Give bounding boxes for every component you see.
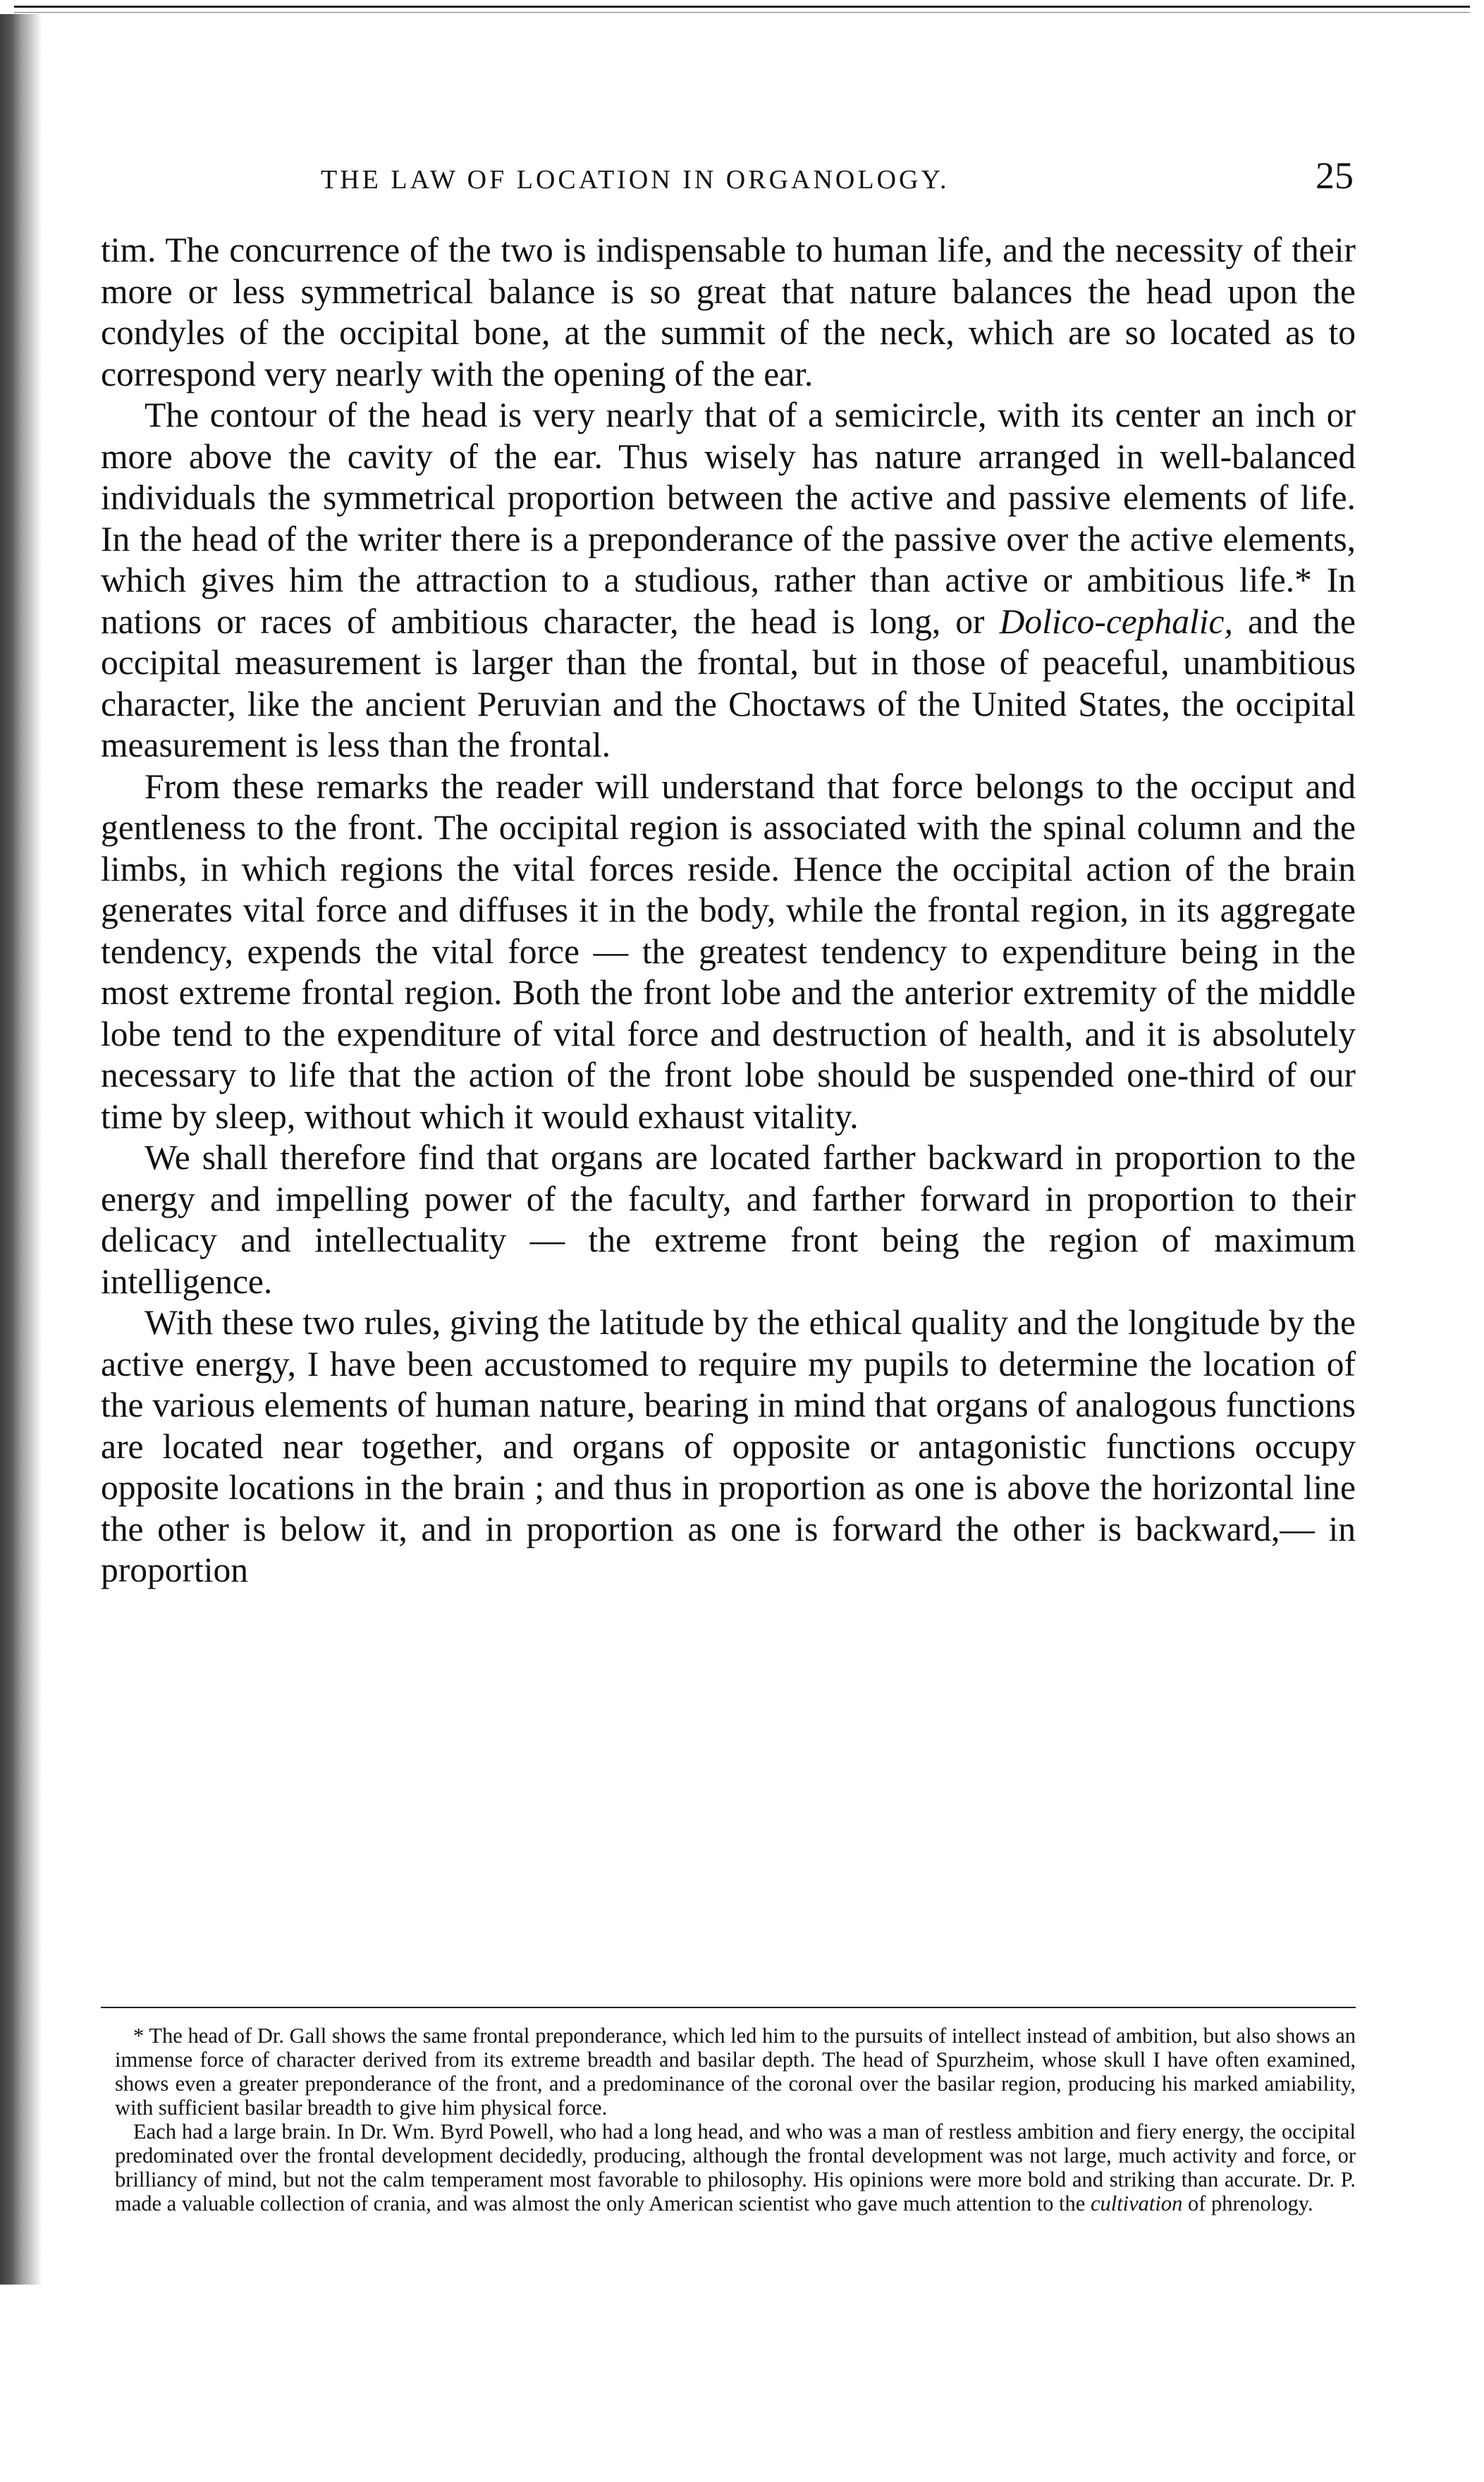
top-border-rule: [14, 6, 1470, 13]
paragraph-head-contour: [101, 395, 1356, 766]
page-number: 25: [1316, 154, 1354, 197]
paragraph-organ-location: We shall therefore find that organs are located farther backward in proportion to the energy and impelling power of the faculty, and farther forward in proportion to their delicacy and intellectuality — the extreme front being the region of maximum intelligence.: [101, 1138, 1356, 1301]
main-text: [101, 230, 1356, 1591]
paragraph-force: From these remarks the reader will understand that force belongs to the occiput and gentleness to the front. The occipital region is associated with the spinal column and the limbs, in which regions the vital forces reside. Hence the occipital action of the brain generates vital force and diffuses it in the body, while the frontal region, in its aggregate tendency, expends the vital force — the greatest tendency to expenditure being in the most extreme frontal region. Both the front lobe and the anterior extremity of the middle lobe tend to the expenditure of vital force and destruction of health, and it is absolutely necessary to life that the action of the front lobe should be suspended one-third of our time by sleep, without which it would exhaust vitality.: [101, 766, 1356, 1136]
running-title: THE LAW OF LOCATION IN ORGANOLOGY.: [321, 165, 950, 195]
running-head: [102, 154, 1354, 199]
footnote-text: Each had a large brain. In Dr. Wm. Byrd Powell, who had a long head, and who was a man of restless ambition and fiery energy, the occipital predominated over the frontal development decidedly, producing, although the frontal development was not large, much activity and force, or brilliancy of mind, but not the calm temperament most favorable to philosophy. His opinions were more bold and striking than accurate. Dr. P. made a valuable collection of crania, and was almost the only American scientist who gave much attention to the: [115, 2120, 1356, 2215]
footnote-text: of phrenology.: [1182, 2191, 1313, 2215]
paragraph-text: The contour of the head is very nearly that of a semicircle, with its center an inch or more above the cavity of the ear. Thus wisely has nature arranged in well-balanced individuals the symmetrical proportion between the active and passive elements of life. In the head of the writer there is a preponderance of the passive over the active elements, which gives him the attraction to a studious, rather than active or ambitious life.* In nations or races of ambitious character, the head is long, or: [101, 396, 1356, 641]
binding-gutter-shadow: [0, 14, 42, 2285]
italic-term: Dolico-cephalic,: [999, 601, 1233, 641]
paragraph-text: and the occipital measurement is larger than the frontal, but in those of peaceful, unambitious character, like the ancient Peruvian and the Choctaws of the United States, the occipital measurement is less than the frontal.: [101, 601, 1356, 764]
paragraph-continued: tim. The concurrence of the two is indispensable to human life, and the necessity of their more or less symmetrical balance is so great that nature balances the head upon the condyles of the occipital bone, at the summit of the neck, which are so located as to correspond very nearly with the opening of the ear.: [101, 231, 1356, 393]
footnote-divider: [101, 2007, 1356, 2008]
paragraph-two-rules: With these two rules, giving the latitude by the ethical quality and the longitude by the active energy, I have been accustomed to require my pupils to determine the location of the various elements of human nature, bearing in mind that organs of analogous functions are located near together, and organs of opposite or antagonistic functions occupy opposite locations in the brain ; and thus in proportion as one is above the horizontal line the other is below it, and in proportion as one is forward the other is backward,— in proportion: [101, 1303, 1356, 1589]
footnotes: [115, 2024, 1356, 2215]
italic-term: cultivation: [1090, 2191, 1183, 2215]
footnote-powell: [115, 2120, 1356, 2215]
footnote-gall-spurzheim: * The head of Dr. Gall shows the same frontal preponderance, which led him to the pursuits of intellect instead of ambition, but also shows an immense force of character derived from its extreme breadth and basilar depth. The head of Spurzheim, whose skull I have often examined, shows even a greater preponderance of the front, and a predominance of the coronal over the basilar region, producing his marked amiability, with sufficient basilar breadth to give him physical force.: [115, 2024, 1356, 2120]
